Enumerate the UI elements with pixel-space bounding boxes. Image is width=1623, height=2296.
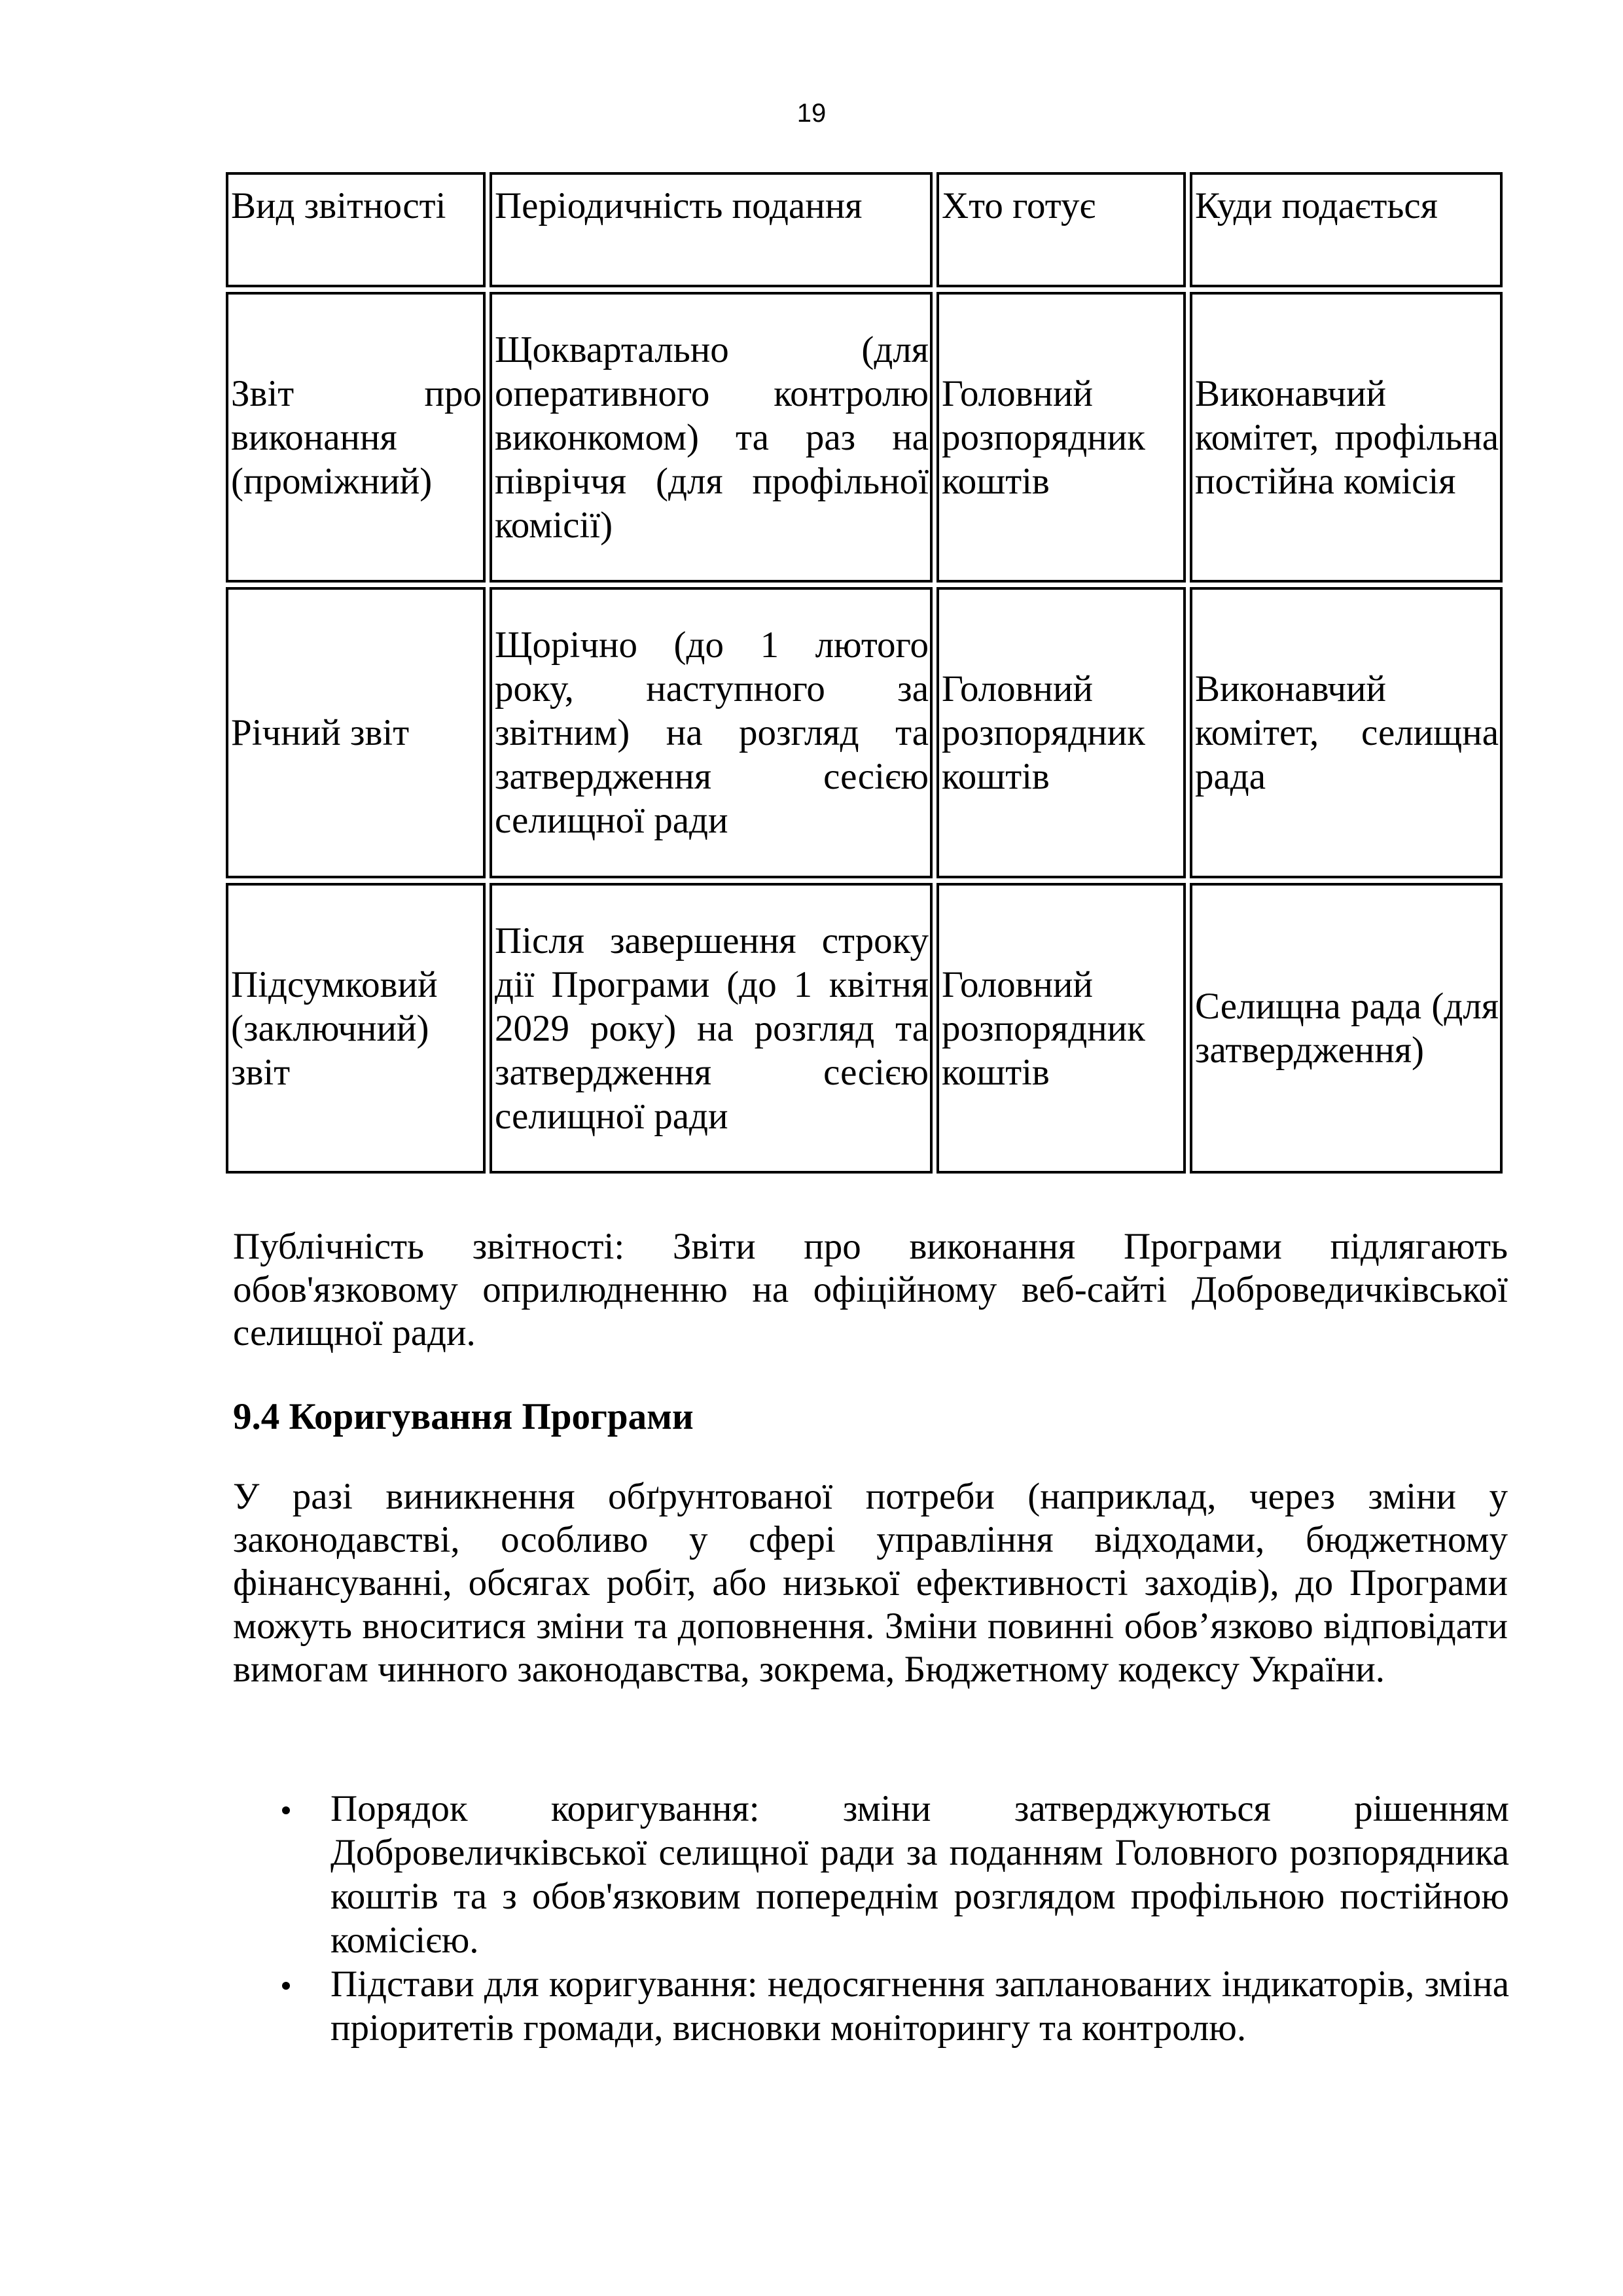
cell-text: Після завершення строку дії Програми (до 1 квітня 2029 року) на розгляд та затвердження сесією селищної ради (495, 920, 929, 1137)
list-item-text: Підстави для коригування: недосягнення запланованих індикаторів, зміна пріоритетів громади, висновки моніторингу та контролю. (330, 1964, 1509, 2049)
cell-text: Виконавчий комітет, селищна рада (1195, 668, 1499, 797)
header-report-type: Вид звітності (226, 172, 486, 287)
section-heading: 9.4 Коригування Програми (233, 1396, 694, 1437)
cell-preparer (936, 292, 1186, 583)
table-header-row (226, 172, 1503, 287)
correction-paragraph: У разі виникнення обґрунтованої потреби (наприклад, через зміни у законодавстві, особливо у сфері управління відходами, бюджетному фінансуванні, обсягах робіт, або низької ефективності заходів), до Програми можуть вноситися зміни та доповнення. Зміни повинні обов’язково відповідати вимогам чинного законодавства, зокрема, Бюджетному кодексу України. (233, 1476, 1508, 1690)
publicity-paragraph: Публічність звітності: Звіти про виконання Програми підлягають обов'язковому оприлюдненню на офіційному веб-сайті Доброведичківської селищної ради. (233, 1226, 1508, 1354)
list-item (233, 1962, 1509, 2050)
header-preparer: Хто готує (936, 172, 1186, 287)
cell-frequency (490, 883, 933, 1174)
cell-text: Виконавчий комітет, профільна постійна комісія (1195, 372, 1499, 502)
cell-preparer (936, 587, 1186, 878)
cell-report-type (226, 883, 486, 1174)
cell-report-type (226, 587, 486, 878)
table-row (226, 292, 1503, 583)
cell-text: Головний розпорядник коштів (942, 668, 1145, 797)
cell-text: Щоквартально (для оперативного контролю виконкомом) та раз на півріччя (для профільної комісії) (495, 329, 929, 546)
list-item-text: Порядок коригування: зміни затверджуються рішенням Добровеличківської селищної ради за поданням Головного розпорядника коштів та з обов'язковим попереднім розглядом профільною постійною комісією. (330, 1788, 1509, 1961)
header-frequency: Періодичність подання (490, 172, 933, 287)
cell-text: Річний звіт (231, 712, 410, 753)
bullet-icon (282, 1982, 290, 1990)
bullet-icon (282, 1806, 290, 1814)
header-recipient: Куди подається (1190, 172, 1503, 287)
page-number: 19 (796, 99, 827, 128)
cell-frequency (490, 292, 933, 583)
cell-text: Селищна рада (для затвердження) (1195, 986, 1499, 1071)
list-item (233, 1787, 1509, 1962)
cell-preparer (936, 883, 1186, 1174)
cell-text: Підсумковий (заключний) звіт (231, 963, 438, 1093)
cell-frequency (490, 587, 933, 878)
cell-report-type (226, 292, 486, 583)
correction-bullet-list (233, 1787, 1509, 2050)
cell-text: Звіт про виконання (проміжний) (231, 372, 482, 502)
cell-text: Щорічно (до 1 лютого року, наступного за звітним) на розгляд та затвердження сесією селищної ради (495, 624, 929, 841)
reporting-table (222, 168, 1507, 1178)
cell-recipient (1190, 292, 1503, 583)
cell-recipient (1190, 883, 1503, 1174)
cell-recipient (1190, 587, 1503, 878)
cell-text: Головний розпорядник коштів (942, 372, 1145, 502)
table-row (226, 587, 1503, 878)
table-row (226, 883, 1503, 1174)
cell-text: Головний розпорядник коштів (942, 963, 1145, 1093)
